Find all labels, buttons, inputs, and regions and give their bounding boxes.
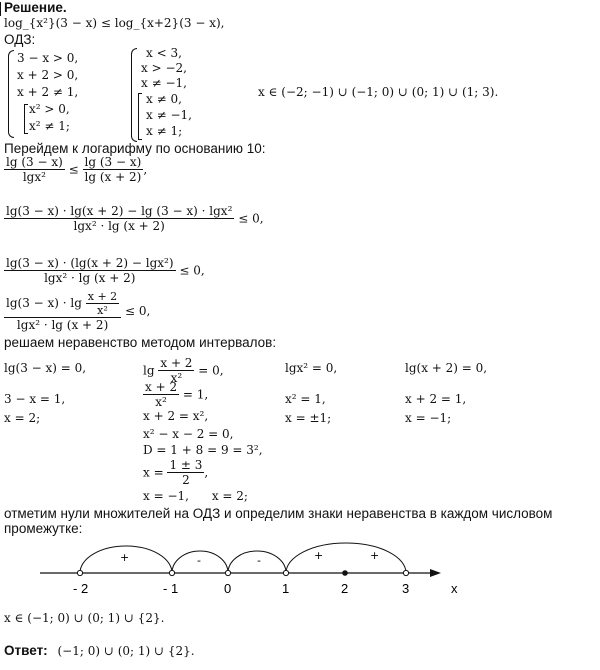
system-2-line: x > −2, bbox=[141, 61, 187, 75]
solution-line: x ∈ (−1; 0) ∪ (0; 1) ∪ {2}. bbox=[4, 611, 165, 625]
axis-variable-label: x bbox=[451, 581, 458, 596]
col1-line: x = 2; bbox=[4, 411, 41, 425]
denominator: lgx² · lg (x + 2) bbox=[4, 317, 121, 332]
col2-line: x² − x − 2 = 0, bbox=[143, 427, 234, 441]
system-2-line: x ≠ 1; bbox=[146, 124, 183, 138]
col3-line: x = ±1; bbox=[285, 411, 332, 425]
system-2-bracket bbox=[138, 93, 142, 140]
open-point bbox=[169, 570, 174, 575]
step-2 bbox=[4, 204, 264, 234]
base10-text: Перейдем к логарифму по основанию 10: bbox=[4, 141, 266, 156]
numerator: x + 2 bbox=[145, 380, 178, 394]
system-1-line: x + 2 ≠ 1, bbox=[17, 85, 79, 99]
system-2-line: x ≠ −1, bbox=[146, 108, 192, 122]
sign-arc bbox=[286, 543, 406, 573]
odz-label: ОДЗ: bbox=[4, 32, 36, 47]
system-2-brace bbox=[131, 48, 137, 142]
prefix: x = bbox=[143, 465, 164, 480]
tail: ≤ 0, bbox=[238, 211, 264, 226]
main-inequality: log_{x²}(3 − x) ≤ log_{x+2}(3 − x), bbox=[4, 16, 225, 30]
step-3-fraction bbox=[4, 256, 176, 286]
interval-sign: - bbox=[197, 554, 201, 567]
inner-numerator: x + 2 bbox=[87, 290, 118, 303]
system-1-line: x² > 0, bbox=[29, 102, 70, 116]
tick-label: 1 bbox=[282, 581, 290, 596]
inner-denominator: x² bbox=[86, 303, 119, 317]
tick-label: 3 bbox=[402, 581, 410, 596]
denominator: lgx² · lg (x + 2) bbox=[4, 218, 234, 233]
suffix: = 0, bbox=[198, 363, 224, 378]
open-point bbox=[225, 570, 230, 575]
tail: ≤ 0, bbox=[179, 263, 205, 278]
col2-line: x + 2 = x², bbox=[143, 409, 209, 423]
system-1-line: x² ≠ 1; bbox=[29, 119, 70, 133]
system-1-line: x + 2 > 0, bbox=[17, 68, 79, 82]
step-3 bbox=[4, 256, 205, 286]
axis-arrow-icon bbox=[430, 569, 441, 577]
numerator: lg (3 − x) bbox=[84, 155, 142, 169]
numerator bbox=[4, 290, 121, 317]
step-1 bbox=[4, 155, 147, 185]
col2-root-formula bbox=[143, 458, 208, 488]
interval-sign: + bbox=[120, 551, 130, 564]
answer bbox=[4, 643, 195, 659]
system-1-brace bbox=[8, 50, 14, 138]
tick-label: 2 bbox=[341, 581, 349, 596]
step-4 bbox=[4, 290, 150, 333]
interval-sign: + bbox=[314, 549, 324, 562]
numerator: 1 ± 3 bbox=[169, 458, 203, 472]
col1-line: 3 − x = 1, bbox=[4, 392, 66, 406]
solution-title: Решение. bbox=[4, 0, 67, 15]
interval-sign: + bbox=[370, 549, 380, 562]
numerator: x + 2 bbox=[160, 356, 193, 370]
open-point bbox=[283, 570, 288, 575]
col2-roots: x = −1, x = 2; bbox=[143, 489, 248, 503]
text-cursor bbox=[0, 2, 1, 16]
system-2-line: x < 3, bbox=[146, 46, 182, 60]
denominator: x² bbox=[143, 394, 179, 409]
relation: ≤ bbox=[68, 162, 79, 177]
open-point bbox=[77, 570, 82, 575]
col2-eq2 bbox=[143, 380, 208, 410]
system-1-line: 3 − x > 0, bbox=[17, 51, 79, 65]
inner-fraction bbox=[86, 290, 119, 317]
denominator: x² bbox=[158, 370, 194, 385]
domain-result: x ∈ (−2; −1) ∪ (−1; 0) ∪ (0; 1) ∪ (1; 3). bbox=[258, 85, 499, 99]
zeros-text-line-2: промежутке: bbox=[4, 521, 83, 536]
step-4-fraction bbox=[4, 290, 121, 333]
fraction bbox=[143, 380, 179, 410]
tick-label: 0 bbox=[224, 581, 232, 596]
step-1-left-fraction bbox=[4, 155, 65, 185]
tick-label: - 1 bbox=[163, 581, 179, 596]
interval-sign: - bbox=[257, 554, 261, 567]
zeros-text-line-1: отметим нули множителей на ОДЗ и определим знаки неравенства в каждом числовом bbox=[4, 506, 553, 521]
tail: ≤ 0, bbox=[125, 303, 151, 318]
step-2-fraction bbox=[4, 204, 234, 234]
denominator: 2 bbox=[167, 472, 204, 487]
col4-line: lg(x + 2) = 0, bbox=[405, 361, 488, 375]
answer-value: (−1; 0) ∪ (0; 1) ∪ {2}. bbox=[57, 644, 195, 658]
prefix: lg bbox=[143, 363, 155, 378]
numerator: lg(3 − x) · lg(x + 2) − lg (3 − x) · lgx² bbox=[6, 204, 233, 218]
step-1-right-fraction bbox=[83, 155, 144, 185]
numerator: lg (3 − x) bbox=[6, 155, 63, 169]
suffix: = 1, bbox=[182, 387, 209, 402]
system-2-line: x ≠ −1, bbox=[141, 76, 187, 90]
open-point bbox=[403, 570, 408, 575]
tick-label: - 2 bbox=[73, 581, 89, 596]
numerator-prefix: lg(3 − x) · lg bbox=[6, 296, 82, 311]
closed-point bbox=[342, 570, 348, 576]
system-2-line: x ≠ 0, bbox=[146, 92, 182, 106]
denominator: lgx² bbox=[4, 169, 65, 184]
numerator: lg(3 − x) · (lg(x + 2) − lgx²) bbox=[6, 256, 174, 270]
answer-label: Ответ: bbox=[4, 643, 48, 658]
denominator: lgx² · lg (x + 2) bbox=[4, 270, 176, 285]
col2-line: D = 1 + 8 = 9 = 3², bbox=[143, 443, 263, 457]
col3-line: x² = 1, bbox=[285, 392, 326, 406]
tail: , bbox=[143, 162, 148, 177]
col1-line: lg(3 − x) = 0, bbox=[4, 361, 87, 375]
suffix: , bbox=[204, 465, 209, 480]
col4-line: x = −1; bbox=[405, 411, 452, 425]
denominator: lg (x + 2) bbox=[84, 170, 142, 185]
number-line bbox=[0, 535, 600, 605]
system-1-bracket bbox=[24, 104, 28, 134]
interval-method-text: решаем неравенство методом интервалов: bbox=[4, 335, 277, 350]
fraction bbox=[167, 458, 204, 488]
col4-line: x + 2 = 1, bbox=[405, 392, 467, 406]
col3-line: lgx² = 0, bbox=[285, 361, 338, 375]
